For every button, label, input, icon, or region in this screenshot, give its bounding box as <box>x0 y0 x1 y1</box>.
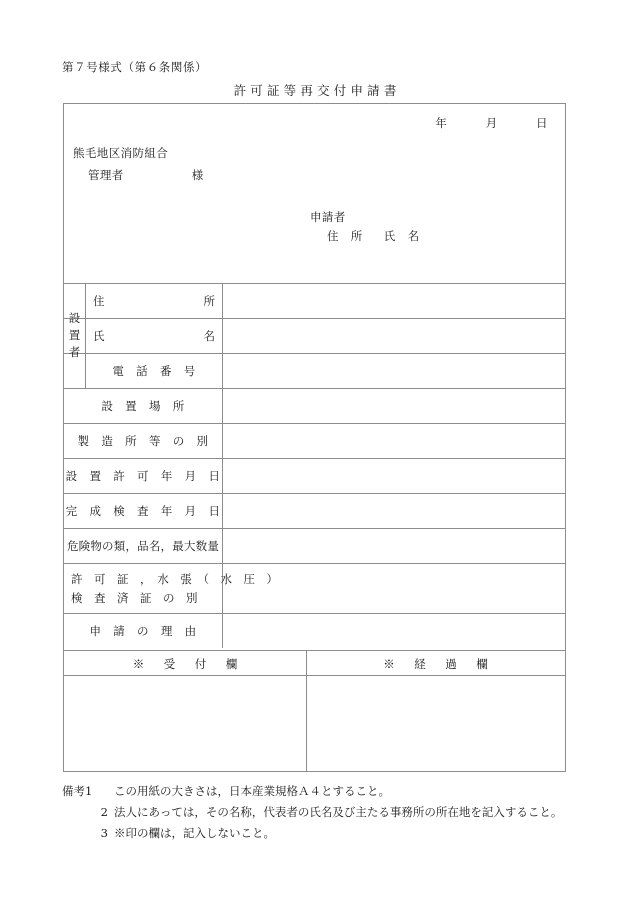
document-title: 許可証等再交付申請書 <box>233 83 401 98</box>
row-value-installation-site[interactable] <box>223 389 565 423</box>
applicant-name-label: 氏 名 <box>383 229 420 243</box>
footnote-text-3: ※印の欄は，記入しないこと。 <box>114 826 275 840</box>
applicant-block <box>310 208 419 246</box>
row-label-installer-address <box>86 284 223 318</box>
footnotes <box>62 781 582 844</box>
footnote-item <box>62 781 582 802</box>
row-value-installer-address[interactable] <box>223 284 565 318</box>
table-row <box>64 388 565 423</box>
footnote-item <box>62 802 582 823</box>
label-part-right: 名 <box>203 329 215 343</box>
footnote-text-1: この用紙の大きさは，日本産業規格Ａ４とすること。 <box>114 784 390 798</box>
field-rows <box>64 283 565 648</box>
installer-group-header <box>64 283 86 388</box>
table-row <box>64 613 565 648</box>
progress-column-body[interactable] <box>306 676 565 771</box>
label-text: 危険物の類，品名，最大数量 <box>66 539 220 553</box>
installer-char-1: 設 <box>68 311 81 325</box>
label-part-right: 所 <box>203 294 215 308</box>
label-line-1-text: 許 可 証 ， 水 張 （ 水 圧 ） <box>71 571 278 586</box>
footnote-label-text: 備考 <box>62 784 85 798</box>
table-row <box>64 318 565 353</box>
row-value-facility-type[interactable] <box>223 424 565 458</box>
progress-column-header: ※ 経 過 欄 <box>383 656 492 671</box>
row-label-installation-site <box>64 389 223 423</box>
organization-name: 熊毛地区消防組合 <box>73 146 169 160</box>
receipt-column-body[interactable] <box>64 676 306 771</box>
label-line-2 <box>71 589 215 608</box>
table-row <box>64 423 565 458</box>
table-row <box>64 353 565 388</box>
row-value-application-reason[interactable] <box>223 614 565 648</box>
label-text: 設 置 許 可 年 月 日 <box>65 469 221 483</box>
row-label-installer-name <box>86 319 223 353</box>
table-row <box>64 528 565 563</box>
footnote-item <box>62 823 582 844</box>
date-month-label: 月 <box>485 116 498 130</box>
footnote-label <box>62 781 114 802</box>
installer-char-3: 者 <box>68 345 81 359</box>
label-text: 製 造 所 等 の 別 <box>77 434 209 448</box>
row-value-certificate-type[interactable] <box>223 564 565 613</box>
label-part-left: 住 <box>93 294 105 308</box>
form-table <box>63 103 566 772</box>
date-year-label: 年 <box>435 116 448 130</box>
row-label-completion-inspection-date <box>64 494 223 528</box>
label-text <box>86 293 222 309</box>
footnote-text-2: 法人にあっては，その名称，代表者の氏名及び主たる事務所の所在地を記入すること。 <box>114 805 563 819</box>
table-row <box>64 563 565 613</box>
row-value-permit-date[interactable] <box>223 459 565 493</box>
footnote-marker-2: 2 <box>100 805 108 819</box>
office-use-section <box>64 650 565 771</box>
row-label-facility-type <box>64 424 223 458</box>
label-text <box>86 328 222 344</box>
label-text: 設 置 場 所 <box>101 399 185 413</box>
row-value-installer-phone[interactable] <box>223 354 565 388</box>
label-text <box>64 570 278 608</box>
footnote-marker-3: 3 <box>100 826 108 840</box>
form-number: 第７号様式（第６条関係） <box>62 60 208 74</box>
table-row <box>64 493 565 528</box>
row-label-hazardous-material <box>64 529 223 563</box>
organization-role-line <box>88 167 204 183</box>
date-day-label: 日 <box>536 116 548 130</box>
row-value-completion-inspection-date[interactable] <box>223 494 565 528</box>
row-label-installer-phone <box>86 354 223 388</box>
applicant-address-label: 住 所 <box>327 229 363 243</box>
table-row <box>64 283 565 318</box>
label-text: 申 請 の 理 由 <box>89 624 197 638</box>
row-value-hazardous-material[interactable] <box>223 529 565 563</box>
date-line <box>435 115 548 131</box>
table-row <box>64 458 565 493</box>
row-label-application-reason <box>64 614 223 648</box>
applicant-label: 申請者 <box>310 210 346 224</box>
organization-role: 管理者 <box>88 168 124 182</box>
office-use-header-row <box>64 651 565 676</box>
address-block <box>64 104 565 283</box>
installer-char-2: 置 <box>68 328 81 342</box>
footnote-marker-1: 1 <box>85 784 93 798</box>
label-text: 完 成 検 査 年 月 日 <box>65 504 221 518</box>
label-text: 電 話 番 号 <box>112 364 196 378</box>
row-label-permit-date <box>64 459 223 493</box>
honorific-suffix: 様 <box>191 168 204 182</box>
row-value-installer-name[interactable] <box>223 319 565 353</box>
label-line-2-text: 検 査 済 証 の 別 <box>71 590 198 605</box>
receipt-column-header: ※ 受 付 欄 <box>132 656 242 671</box>
label-line-1 <box>71 570 278 589</box>
label-part-left: 氏 <box>93 329 105 343</box>
row-label-certificate-type <box>64 564 278 613</box>
